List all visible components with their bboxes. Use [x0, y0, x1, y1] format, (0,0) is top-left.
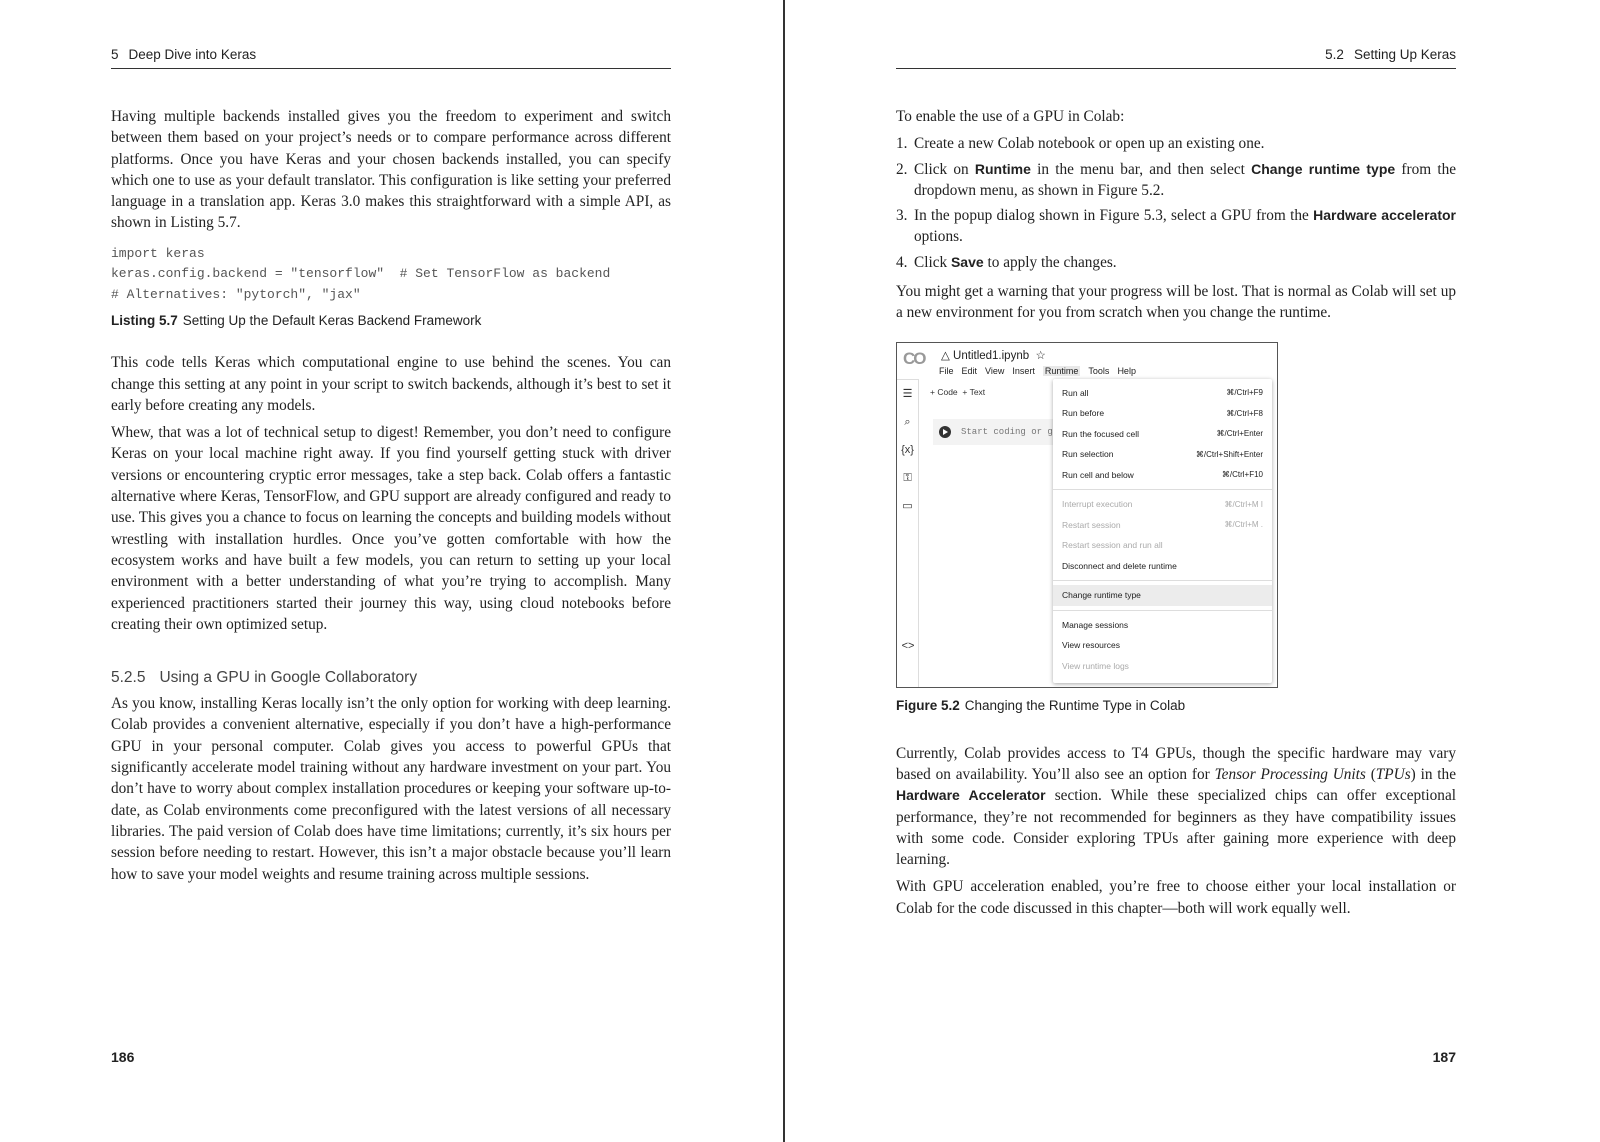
step [896, 133, 1456, 154]
section-number: 5.2.5 [111, 669, 146, 687]
menu-item-label: View resources [1062, 640, 1120, 651]
colab-screenshot-figure [896, 342, 1278, 688]
menu-item [1053, 465, 1272, 486]
star-icon: ☆ [1035, 349, 1046, 362]
chapter-title: Deep Dive into Keras [128, 47, 257, 62]
add-text-label: + Text [962, 386, 986, 397]
variables-icon: {x} [901, 443, 914, 456]
bold-term: Save [950, 253, 984, 270]
step [896, 205, 1456, 248]
bold-term: Hardware Accelerator [896, 787, 1046, 804]
menu-item [1053, 585, 1272, 606]
text: ) in the [1410, 765, 1456, 783]
chapter-number: 5 [111, 47, 119, 62]
paragraph: This code tells Keras which computational engine to use behind the scenes. You can change this setting at any point in your script to switch backends, although it’s best to set it early before creating any models. [111, 354, 671, 414]
step-number: 4. [896, 253, 908, 271]
step-text: Click on [914, 160, 975, 178]
cell-toolbar [930, 387, 985, 397]
step [896, 159, 1456, 202]
code-line: import keras [111, 245, 205, 261]
menu-item-label: Run the focused cell [1062, 428, 1140, 439]
page-number: 187 [1432, 1049, 1456, 1065]
paragraph: To enable the use of a GPU in Colab: [896, 108, 1125, 125]
menu-item [1053, 515, 1272, 536]
menu-item [1053, 403, 1272, 424]
menu-item-shortcut: ⌘/Ctrl+F10 [1221, 470, 1263, 480]
menu-item [1053, 383, 1272, 404]
italic-term: Tensor Processing Units [1214, 765, 1366, 783]
search-icon: ⌕ [904, 415, 911, 428]
section-heading [111, 669, 671, 687]
step-text: In the popup dialog shown in Figure 5.3, select a GPU from the [914, 207, 1314, 225]
file-name: Untitled1.ipynb [953, 349, 1030, 362]
text: Currently, Colab provides access to T4 GPUs, though the specific hardware may vary based on availability. You’ll also see an option for [896, 744, 1456, 783]
step-text: Create a new Colab notebook or open up an existing one. [914, 135, 1265, 153]
menu-item-label: Run before [1062, 408, 1105, 419]
menu-help: Help [1117, 365, 1136, 376]
paragraph: You might get a warning that your progress will be lost. That is normal as Colab will set up a new environment for you from scratch when you change the runtime. [896, 283, 1456, 322]
menu-item-shortcut: ⌘/Ctrl+Shift+Enter [1195, 449, 1263, 459]
menu-separator [1053, 489, 1272, 490]
paragraph: Having multiple backends installed gives you the freedom to experiment and switch between them based on your project’s needs or to compare performance across different platforms. Once you have Keras and your chosen backends installed, you can specify which one to use as your default translator. This configuration is like setting your preferred language in a translation app. Keras 3.0 makes this straightforward with a simple API, as shown in Listing 5.7. [111, 108, 671, 232]
menu-item-label: Change runtime type [1062, 590, 1141, 601]
menu-tools: Tools [1088, 365, 1110, 376]
menu-insert: Insert [1012, 365, 1035, 376]
figure-label: Figure 5.2 [896, 697, 960, 713]
step-number: 3. [896, 207, 908, 225]
page-number: 186 [111, 1049, 135, 1065]
menu-bar [939, 366, 1136, 376]
runtime-dropdown [1053, 379, 1272, 683]
bold-term: Hardware accelerator [1313, 207, 1456, 224]
step-text: from the dropdown menu, as shown in Figure 5.2. [914, 160, 1457, 199]
code-cell [933, 419, 1063, 445]
step-text: options. [914, 228, 963, 246]
code-line: # Alternatives: "pytorch", "jax" [111, 286, 361, 302]
menu-item-shortcut: ⌘/Ctrl+M I [1224, 499, 1263, 509]
page-gutter [783, 0, 785, 1142]
menu-item-label: Restart session and run all [1062, 540, 1163, 551]
menu-separator [1053, 580, 1272, 581]
code-listing [111, 244, 671, 306]
bold-term: Change runtime type [1251, 160, 1396, 177]
menu-item-label: Disconnect and delete runtime [1062, 560, 1177, 571]
menu-item-label: Interrupt execution [1062, 499, 1133, 510]
menu-item-label: View runtime logs [1062, 660, 1129, 671]
step-text: in the menu bar, and then select [1030, 160, 1252, 178]
running-header [896, 47, 1456, 69]
menu-item-shortcut: ⌘/Ctrl+F9 [1226, 388, 1263, 398]
colab-logo: CO [903, 348, 925, 368]
run-icon [939, 426, 951, 438]
key-icon: ⚿ [903, 471, 912, 484]
step-number: 1. [896, 135, 908, 153]
section-title: Setting Up Keras [1353, 47, 1456, 62]
menu-item [1053, 615, 1272, 636]
menu-item-label: Run selection [1062, 449, 1114, 460]
text: ( [1365, 765, 1376, 783]
menu-item-label: Run all [1062, 387, 1089, 398]
running-header [111, 47, 671, 69]
step-number: 2. [896, 160, 908, 178]
menu-runtime: Runtime [1044, 365, 1079, 376]
figure-title: Changing the Runtime Type in Colab [964, 697, 1186, 713]
section-number: 5.2 [1325, 47, 1344, 62]
menu-item [1053, 656, 1272, 677]
paragraph [896, 743, 1456, 871]
menu-file: File [939, 365, 954, 376]
paragraph: As you know, installing Keras locally isn’t the only option for working with deep learning. Colab provides a convenient alternative, especially if you don’t have a high-performance GPU in your personal computer. Colab gives you access to powerful GPUs that significantly accelerate model training without any hardware investment on your part. You don’t have to worry about complex installation procedures or keeping your software up-to-date, as Colab environments come preconfigured with the latest versions of all necessary libraries. The paid version of Colab does have time limitations; currently, it’s six hours per session before needing to restart. However, this isn’t a major obstacle because you’ll learn how to save your model weights and resume training across multiple sessions. [111, 695, 671, 883]
add-code-label: + Code [930, 386, 958, 397]
listing-caption [111, 313, 671, 328]
step-text: to apply the changes. [983, 253, 1117, 271]
menu-item [1053, 424, 1272, 445]
menu-item [1053, 535, 1272, 556]
section-title: Using a GPU in Google Collaboratory [159, 669, 418, 687]
notebook-title: △ Untitled1.ipynb ☆ [941, 349, 1046, 362]
menu-item [1053, 494, 1272, 515]
menu-item-shortcut: ⌘/Ctrl+M . [1224, 520, 1263, 530]
menu-edit: Edit [961, 365, 978, 376]
text: section. While these specialized chips can offer exceptional performance, they’re not recommended for beginners as they have compatibility issues with some code. Consider exploring TPUs after gaining more experience with deep learning. [896, 787, 1456, 869]
toc-icon: ☰ [902, 387, 913, 400]
menu-item-shortcut: ⌘/Ctrl+Enter [1216, 429, 1263, 439]
italic-term: TPUs [1375, 765, 1411, 783]
paragraph: Whew, that was a lot of technical setup to digest! Remember, you don’t need to configure Keras on your local machine right away. If you find yourself getting stuck with driver versions or encountering cryptic error messages, take a step back. Colab offers a fantastic alternative where Keras, TensorFlow, and GPU support are already configured and ready to use. This gives you a chance to focus on learning the concepts and building models without wrestling with installation hurdles. Once you’ve gotten comfortable with how the ecosystem works and have built a few models, you can return to setting up your local environment with a better understanding of what you’re trying to accomplish. Many experienced practitioners started their journey this way, using cloud notebooks before creating their own optimized setup. [111, 424, 671, 633]
steps-list [896, 133, 1456, 273]
code-icon: <> [901, 639, 915, 652]
code-line: keras.config.backend = "tensorflow" # Set TensorFlow as backend [111, 266, 611, 282]
colab-sidebar [897, 379, 919, 687]
figure-caption [896, 698, 1456, 713]
menu-item-shortcut: ⌘/Ctrl+F8 [1226, 408, 1263, 418]
menu-view: View [985, 365, 1005, 376]
menu-item-label: Restart session [1062, 519, 1121, 530]
menu-item-label: Run cell and below [1062, 469, 1134, 480]
menu-separator [1053, 610, 1272, 611]
step-text: Click [914, 253, 951, 271]
menu-item-label: Manage sessions [1062, 619, 1129, 630]
listing-title: Setting Up the Default Keras Backend Framework [182, 313, 482, 329]
paragraph: With GPU acceleration enabled, you’re free to choose either your local installation or Colab for the code discussed in this chapter—both will work equally well. [896, 878, 1456, 917]
menu-item [1053, 444, 1272, 465]
menu-item [1053, 635, 1272, 656]
menu-item [1053, 556, 1272, 577]
listing-label: Listing 5.7 [111, 313, 178, 329]
bold-term: Runtime [974, 160, 1031, 177]
folder-icon: ▭ [902, 499, 913, 512]
cell-placeholder: Start coding or g [961, 426, 1053, 437]
step [896, 252, 1456, 273]
